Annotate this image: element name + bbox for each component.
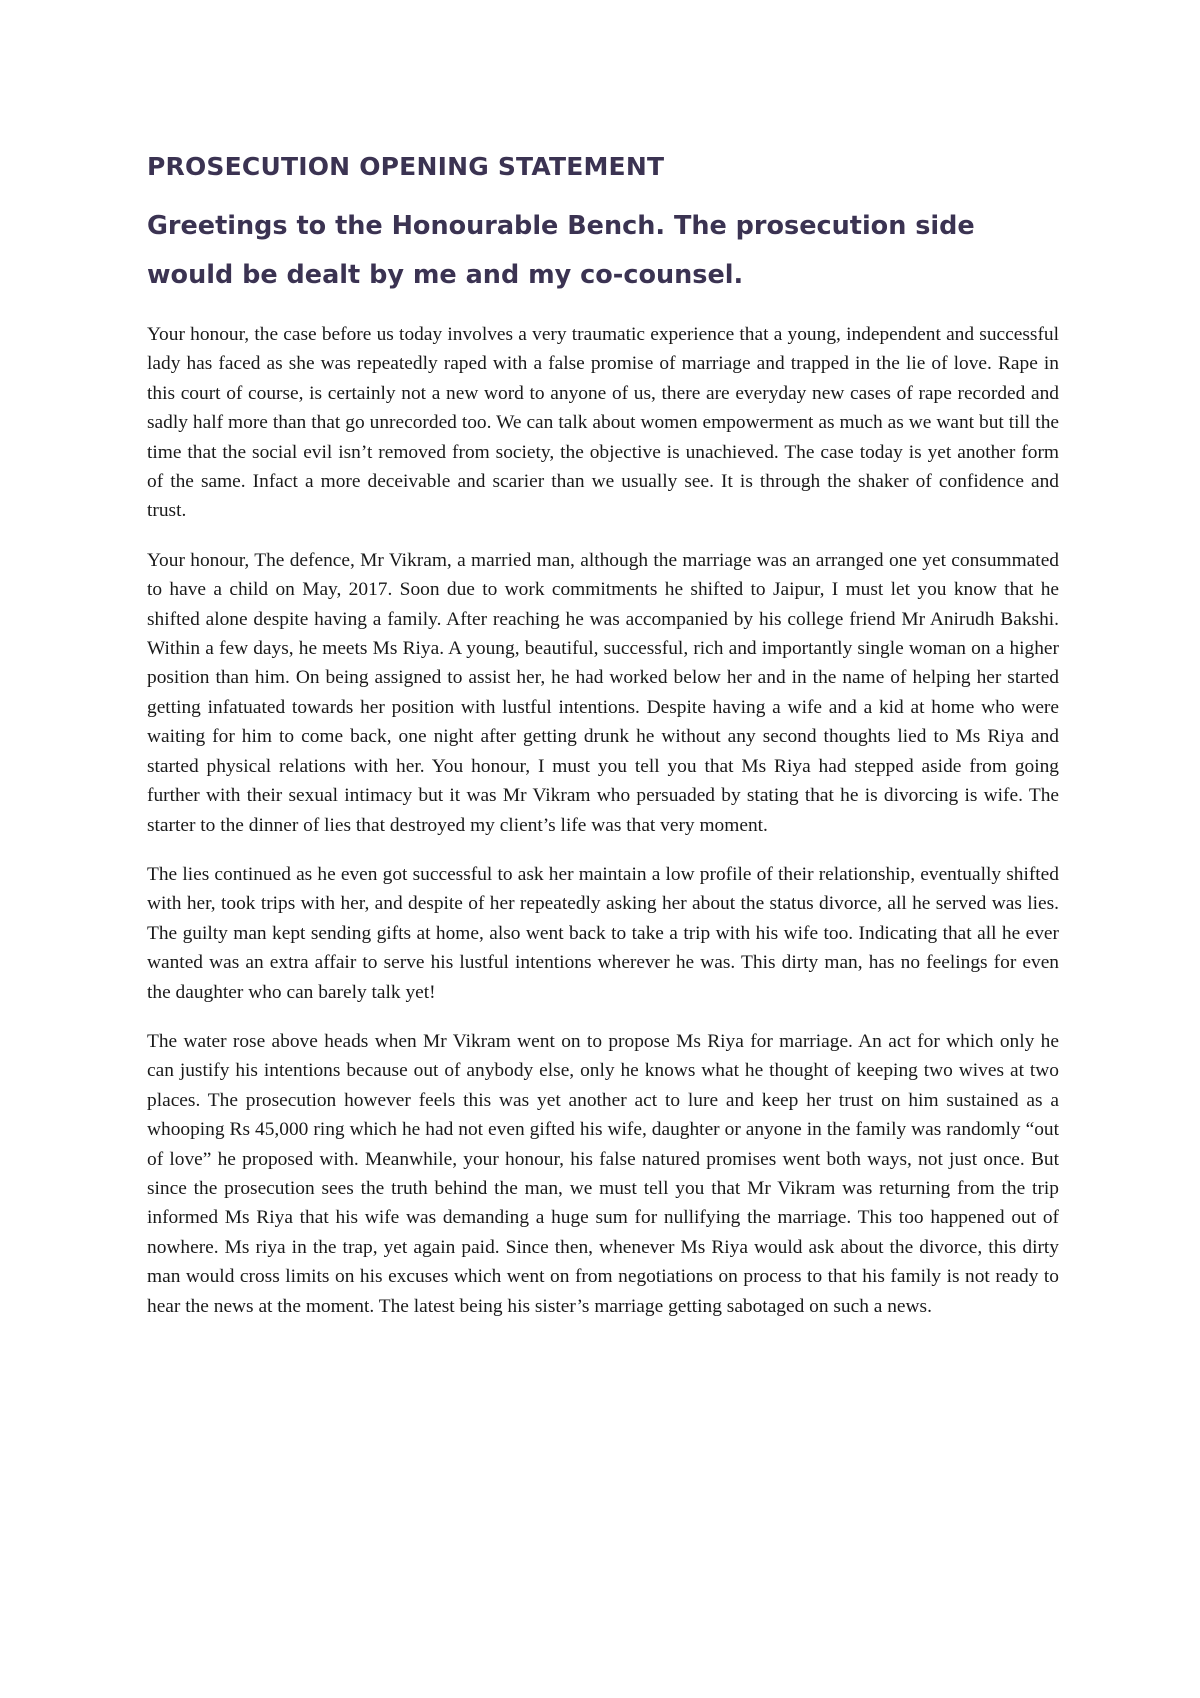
paragraph-4: The water rose above heads when Mr Vikram went on to propose Ms Riya for marriage. An act for which only he can justify his intentions because out of anybody else, only he knows what he thought of keeping two wives at two places. The prosecution however feels this was yet another act to lure and keep her trust on him sustained as a whooping Rs 45,000 ring which he had not even gifted his wife, daughter or anyone in the family was randomly “out of love” he proposed with. Meanwhile, your honour, his false natured promises went both ways, not just once. But since the prosecution sees the truth behind the man, we must tell you that Mr Vikram was returning from the trip informed Ms Riya that his wife was demanding a huge sum for nullifying the marriage. This too happened out of nowhere. Ms riya in the trap, yet again paid. Since then, whenever Ms Riya would ask about the divorce, this dirty man would cross limits on his excuses which went on from negotiations on process to that his family is not ready to hear the news at the moment. The latest being his sister’s marriage getting sabotaged on such a news. [147, 1030, 1059, 1317]
paragraph-2: Your honour, The defence, Mr Vikram, a married man, although the marriage was an arranged one yet consummated to have a child on May, 2017. Soon due to work commitments he shifted to Jaipur, I must let you know that he shifted alone despite having a family. After reaching he was accompanied by his college friend Mr Anirudh Bakshi. Within a few days, he meets Ms Riya. A young, beautiful, successful, rich and importantly single woman on a higher position than him. On being assigned to assist her, he had worked below her and in the name of helping her started getting infatuated towards her position with lustful intentions. Despite having a wife and a kid at home who were waiting for him to come back, one night after getting drunk he without any second thoughts lied to Ms Riya and started physical relations with her. You honour, I must you tell you that Ms Riya had stepped aside from going further with their sexual intimacy but it was Mr Vikram who persuaded by stating that he is divorcing is wife. The starter to the dinner of lies that destroyed my client’s life was that very moment. [147, 549, 1059, 836]
paragraph-1: Your honour, the case before us today involves a very traumatic experience that a young, independent and successful lady has faced as she was repeatedly raped with a false promise of marriage and trapped in the lie of love. Rape in this court of course, is certainly not a new word to anyone of us, there are everyday new cases of rape recorded and sadly half more than that go unrecorded too. We can talk about women empowerment as much as we want but till the time that the social evil isn’t removed from society, the objective is unachieved. The case today is yet another form of the same. Infact a more deceivable and scarier than we usually see. It is through the shaker of confidence and trust. [147, 324, 1059, 522]
document-content [147, 150, 1059, 1321]
document-title: PROSECUTION OPENING STATEMENT [147, 152, 665, 181]
paragraph-3: The lies continued as he even got successful to ask her maintain a low profile of their relationship, eventually shifted with her, took trips with her, and despite of her repeatedly asking her about the status divorce, all he served was lies. The guilty man kept sending gifts at home, also went back to take a trip with his wife too. Indicating that all he ever wanted was an extra affair to serve his lustful intentions wherever he was. This dirty man, has no feelings for even the daughter who can barely talk yet! [147, 863, 1059, 1003]
document-subtitle: Greetings to the Honourable Bench. The prosecution side would be dealt by me and my co-counsel. [147, 211, 975, 290]
